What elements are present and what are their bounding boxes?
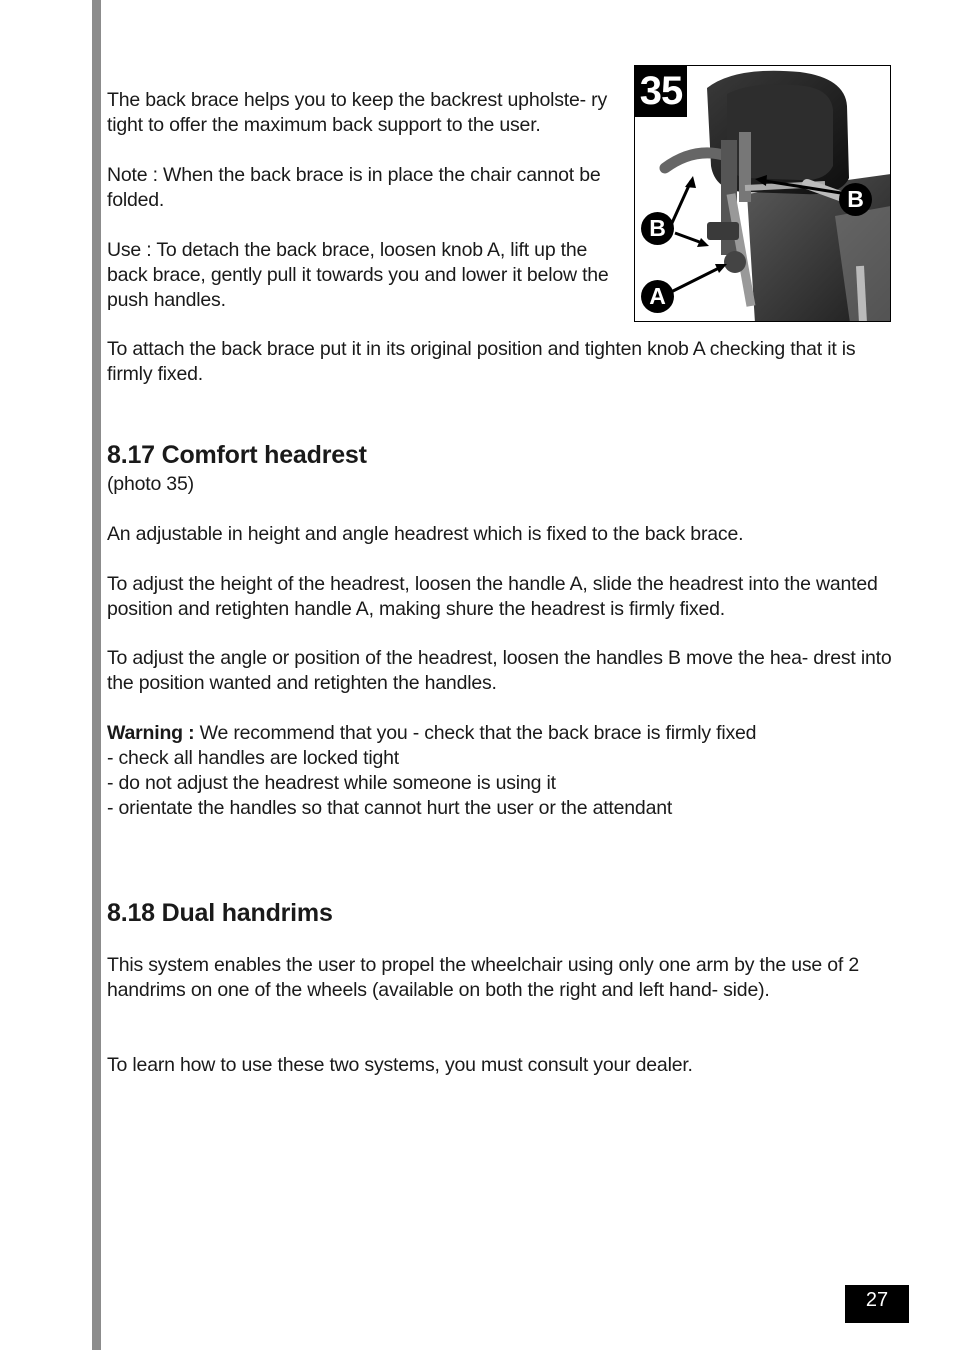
warning-list — [107, 746, 897, 821]
page-number: 27 — [845, 1285, 909, 1323]
section-8-17-paragraph-2: To adjust the height of the headrest, loosen the handle A, slide the headrest into the wanted position and retighten handle A, making shure the headrest is firmly fixed. — [107, 573, 878, 620]
heading-8-17: 8.17 Comfort headrest — [107, 441, 367, 469]
warning-item: - orientate the handles so that cannot hurt the user or the attendant — [107, 797, 673, 819]
intro-paragraph-2: Note : When the back brace is in place the chair cannot be folded. — [107, 164, 601, 211]
photo-reference: (photo 35) — [107, 473, 194, 495]
heading-8-18: 8.18 Dual handrims — [107, 899, 333, 927]
intro-paragraph-3: Use : To detach the back brace, loosen knob A, lift up the back brace, gently pull it towards you and lower it below the push handles. — [107, 239, 609, 311]
warning-text: We recommend that you - check that the back brace is firmly fixed — [194, 722, 757, 744]
photo-35 — [634, 65, 891, 322]
section-8-18-paragraph-2: To learn how to use these two systems, you must consult your dealer. — [107, 1054, 693, 1076]
intro-paragraph-1: The back brace helps you to keep the backrest upholste- ry tight to offer the maximum back support to the user. — [107, 89, 608, 136]
section-8-17-paragraph-1: An adjustable in height and angle headrest which is fixed to the back brace. — [107, 523, 744, 545]
callout-b-right: B — [839, 183, 872, 216]
intro-paragraph-4: To attach the back brace put it in its original position and tighten knob A checking that it is firmly fixed. — [107, 338, 856, 385]
warning-line — [107, 721, 897, 746]
warning-label: Warning : — [107, 722, 195, 744]
callout-a: A — [641, 280, 674, 313]
section-8-17-paragraph-3: To adjust the angle or position of the headrest, loosen the handles B move the hea- drest into the position wanted and retighten the handles. — [107, 647, 892, 694]
warning-item: - do not adjust the headrest while someone is using it — [107, 772, 556, 794]
section-8-18-paragraph-1: This system enables the user to propel the wheelchair using only one arm by the use of 2 handrims on one of the wheels (available on both the right and left hand- side). — [107, 954, 859, 1001]
photo-number: 35 — [635, 66, 687, 117]
warning-item: - check all handles are locked tight — [107, 747, 399, 769]
callout-b-left: B — [641, 212, 674, 245]
side-bar — [92, 0, 101, 1350]
